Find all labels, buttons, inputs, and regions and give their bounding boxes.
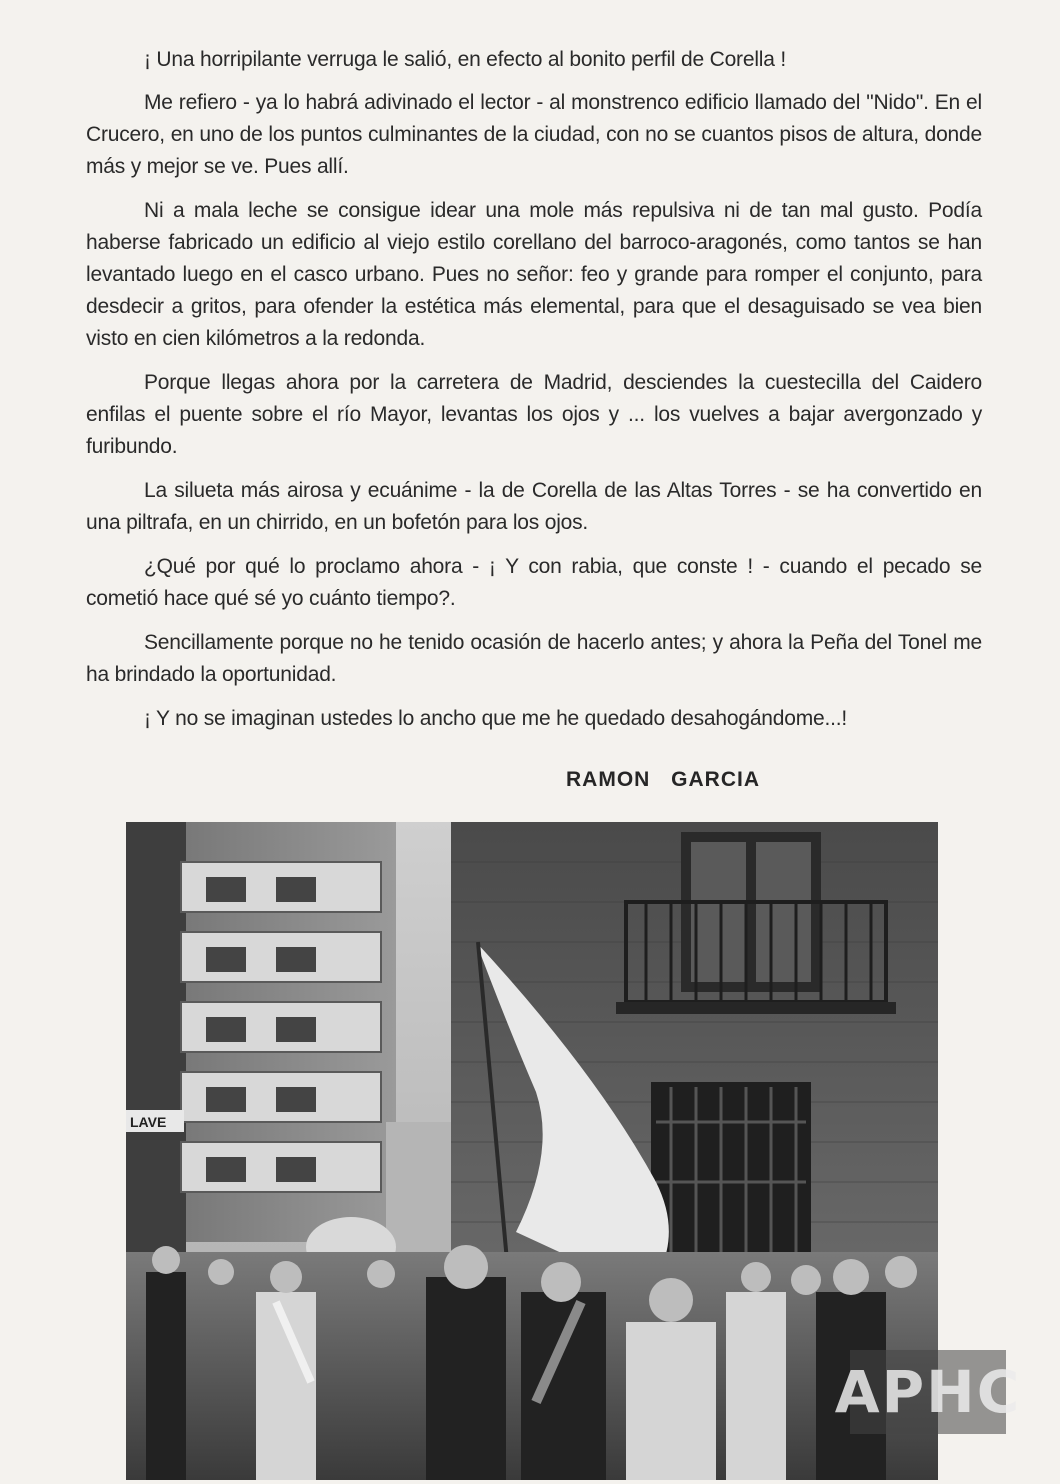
- paragraph-5: La silueta más airosa y ecuánime - la de Corella de las Altas Torres - se ha convertido en una piltrafa, en un chirrido, en un bofetón para los ojos.: [86, 479, 982, 534]
- paragraph-2: Me refiero - ya lo habrá adivinado el lector - al monstrenco edificio llamado del "Nido". En el Crucero, en uno de los puntos culminantes de la ciudad, con no se cuantos pisos de altura, donde más y mejor se ve. Pues allí.: [86, 91, 982, 178]
- paragraph-4: Porque llegas ahora por la carretera de Madrid, desciendes la cuestecilla del Caidero enfilas el puente sobre el río Mayor, levantas los ojos y ... los vuelves a bajar avergonzado y furibundo.: [86, 371, 982, 458]
- paragraph-7: Sencillamente porque no he tenido ocasión de hacerlo antes; y ahora la Peña del Tonel me ha brindado la oportunidad.: [86, 631, 982, 686]
- paragraph-6: ¿Qué por qué lo proclamo ahora - ¡ Y con rabia, que conste ! - cuando el pecado se cometió hace qué sé yo cuánto tiempo?.: [86, 555, 982, 610]
- aphc-watermark-logo: APHC: [850, 1350, 1006, 1434]
- article-body: [86, 44, 982, 747]
- procession-photo: [126, 822, 938, 1480]
- shop-sign-text: LAVE: [130, 1114, 167, 1130]
- paragraph-3: Ni a mala leche se consigue idear una mole más repulsiva ni de tan mal gusto. Podía haberse fabricado un edificio al viejo estilo corellano del barroco-aragonés, como tantos se han levantado luego en el casco urbano. Pues no señor: feo y grande para romper el conjunto, para desdecir a gritos, para ofender la estética más elemental, para que el desaguisado se vea bien visto en cien kilómetros a la redonda.: [86, 199, 982, 350]
- paragraph-8: ¡ Y no se imaginan ustedes lo ancho que me he quedado desahogándome...!: [144, 707, 848, 730]
- author-signature: RAMON GARCIA: [566, 768, 760, 791]
- procession-photo-drawing: [126, 822, 938, 1480]
- paragraph-1: ¡ Una horripilante verruga le salió, en efecto al bonito perfil de Corella !: [144, 48, 786, 71]
